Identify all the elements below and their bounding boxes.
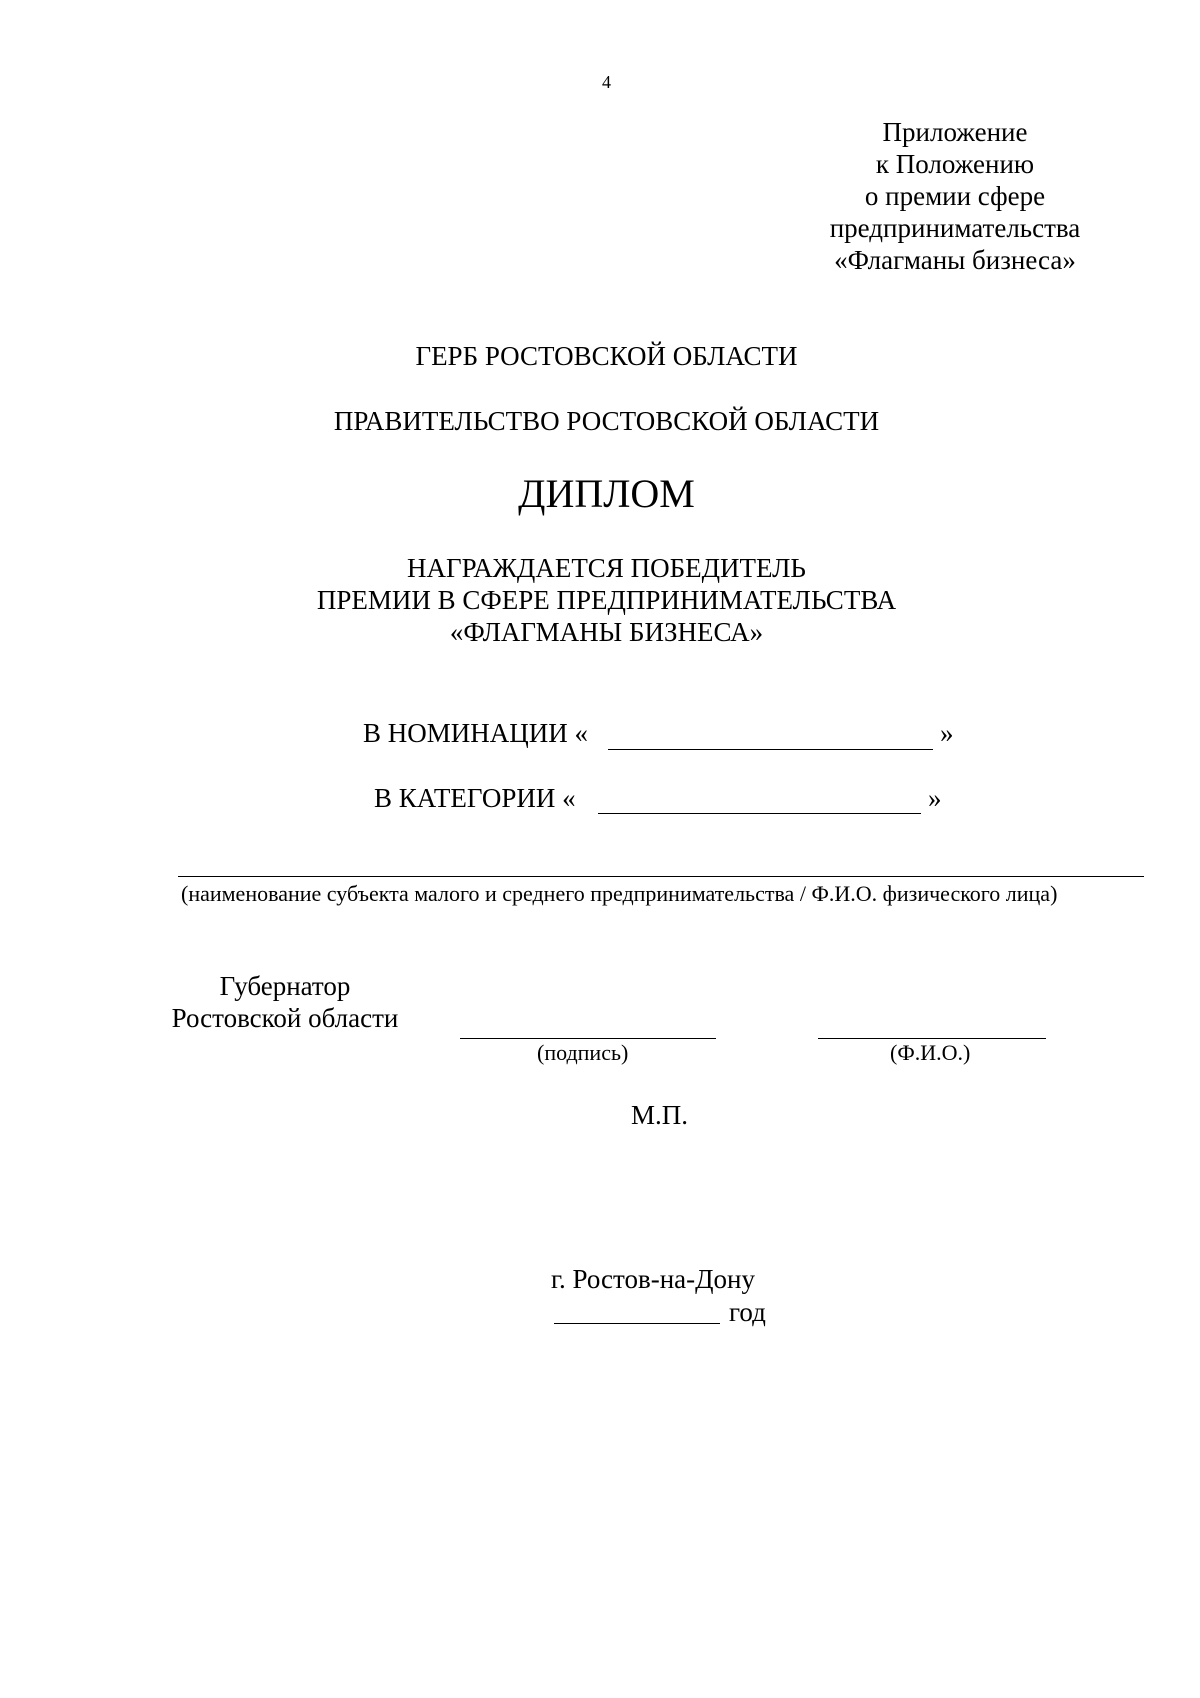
signature-caption: (подпись) — [537, 1040, 629, 1065]
city-label: г. Ростов-на-Дону — [551, 1264, 756, 1294]
name-caption: (Ф.И.О.) — [890, 1040, 971, 1065]
appendix-line: предпринимательства — [829, 213, 1081, 243]
page-number: 4 — [602, 72, 611, 92]
coat-of-arms-label: ГЕРБ РОСТОВСКОЙ ОБЛАСТИ — [415, 341, 798, 371]
year-label: год — [729, 1297, 766, 1327]
nomination-close-quote: » — [940, 718, 954, 748]
nomination-field[interactable] — [608, 727, 933, 750]
category-close-quote: » — [928, 783, 942, 813]
signature-field[interactable] — [460, 1018, 716, 1039]
appendix-header — [780, 116, 1130, 276]
year-field[interactable] — [554, 1303, 720, 1324]
diploma-title: ДИПЛОМ — [518, 471, 695, 516]
appendix-line: о премии сфере — [864, 181, 1046, 211]
category-field[interactable] — [598, 791, 921, 814]
governor-line: Губернатор — [219, 971, 351, 1001]
governor-line: Ростовской области — [171, 1003, 399, 1033]
name-field[interactable] — [818, 1018, 1046, 1039]
government-heading: ПРАВИТЕЛЬСТВО РОСТОВСКОЙ ОБЛАСТИ — [333, 406, 880, 436]
award-line: НАГРАЖДАЕТСЯ ПОБЕДИТЕЛЬ — [407, 553, 806, 583]
seal-label: М.П. — [631, 1100, 689, 1130]
appendix-line: к Положению — [875, 149, 1035, 179]
category-label: В КАТЕГОРИИ « — [374, 783, 576, 813]
governor-title — [150, 970, 420, 1034]
entity-caption: (наименование субъекта малого и среднего предпринимательства / Ф.И.О. физического лица) — [181, 881, 1058, 906]
entity-name-field[interactable] — [178, 866, 1144, 877]
award-line: ПРЕМИИ В СФЕРЕ ПРЕДПРИНИМАТЕЛЬСТВА — [316, 585, 897, 615]
award-line: «ФЛАГМАНЫ БИЗНЕСА» — [449, 617, 764, 647]
award-text — [0, 552, 1200, 648]
appendix-line: «Флагманы бизнеса» — [834, 245, 1076, 275]
appendix-line: Приложение — [882, 117, 1028, 147]
nomination-label: В НОМИНАЦИИ « — [363, 718, 589, 748]
